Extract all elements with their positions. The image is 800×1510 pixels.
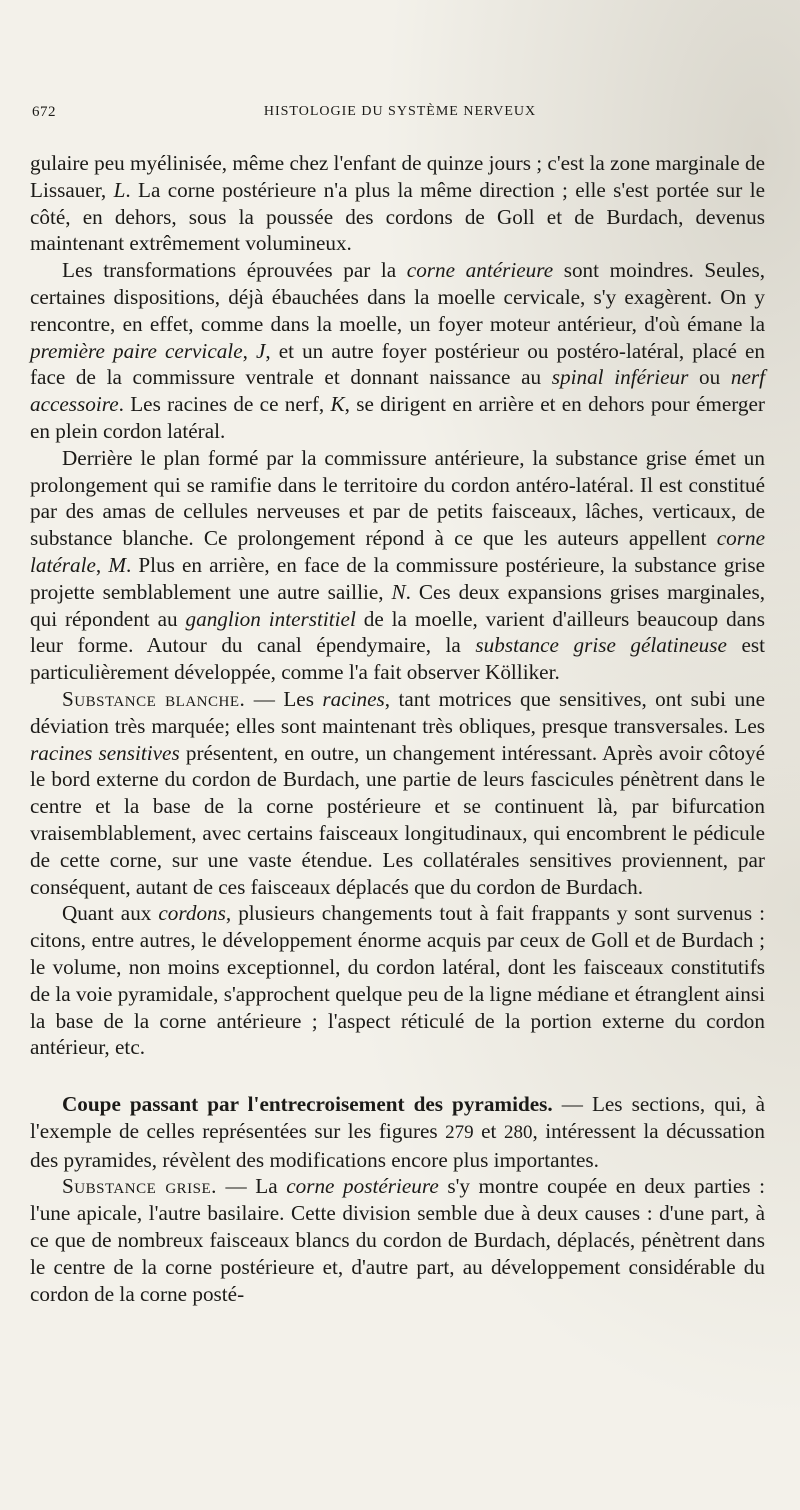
figure-reference: 279	[445, 1121, 474, 1143]
text-run: sont moindres. Seules, certaines dispositions, déjà ébauchées dans la moelle cervicale, s'y exagèrent. On y rencontre, en effet, comme dans la moelle, un foyer moteur antérieur, d'où émane la	[30, 258, 765, 336]
text-run: Les transformations éprouvées par la	[62, 258, 407, 283]
page-number: 672	[32, 104, 56, 120]
text-run: ou	[688, 365, 731, 390]
text-run: — La	[216, 1174, 287, 1199]
italic-term: corne latérale	[30, 526, 765, 577]
text-run: , intéressent la décussation des pyramides, révèlent des modifications encore plus importantes.	[30, 1118, 765, 1172]
paragraph-cordons	[30, 900, 765, 1061]
italic-term: spinal inférieur	[551, 365, 689, 390]
text-run: , se dirigent en arrière et en dehors pour émerger en plein cordon latéral.	[30, 392, 765, 443]
paragraph-lissauer	[30, 150, 765, 257]
label-letter: M	[108, 552, 126, 577]
italic-term: substance grise gélatineuse	[475, 633, 727, 658]
paragraph-substance-grise	[30, 1173, 765, 1307]
text-run: ,	[242, 338, 256, 363]
text-run: — Les sections, qui, à l'exemple de celles représentées sur les figures	[30, 1092, 765, 1143]
italic-term: cordons	[158, 901, 226, 926]
text-run: et	[473, 1118, 504, 1143]
text-run: présentent, en outre, un changement intéressant. Après avoir côtoyé le bord externe du cordon de Burdach, une partie de leurs fascicules pénètrent dans le centre et la base de la corne postérieure et se continuent là, par bifurcation vraisemblablement, avec certains faisceaux longitudinaux, qui encombrent le pédicule de cette corne, sur une vaste étendue. Les collatérales sensitives proviennent, par conséquent, autant de ces faisceaux déplacés que du cordon de Burdach.	[30, 740, 765, 899]
italic-term: corne postérieure	[286, 1174, 439, 1199]
section-heading: Coupe passant par l'entrecroisement des pyramides.	[62, 1092, 553, 1117]
paragraph-coupe-pyramides	[30, 1091, 765, 1173]
body-text	[30, 150, 765, 1307]
section-spacer	[30, 1061, 765, 1091]
text-run: . Plus en arrière, en face de la commissure postérieure, la substance grise projette semblablement une autre saillie,	[30, 552, 766, 604]
figure-reference: 280	[503, 1121, 533, 1143]
text-run: de la moelle, varient d'ailleurs beaucoup dans leur forme. Autour du canal épendymaire, la	[30, 606, 766, 658]
text-run: Quant aux	[62, 901, 159, 926]
running-title: HISTOLOGIE DU SYSTÈME NERVEUX	[263, 104, 537, 119]
text-run: s'y montre coupée en deux parties : l'une apicale, l'autre basilaire. Cette division semble due à deux causes : d'une part, à ce que de nombreux faisceaux blancs du cordon de Burdach, déplacés, pénètrent dans le centre de la corne postérieure et, d'autre part, au développement considérable du cordon de la corne posté-	[30, 1174, 765, 1306]
text-run: , tant motrices que sensitives, ont subi une déviation très marquée; elles sont maintenant très obliques, presque transversales. Les	[30, 686, 766, 738]
text-run: . Les racines de ce nerf,	[118, 392, 331, 417]
text-run: , plusieurs changements tout à fait frappants y sont survenus : citons, entre autres, le développement énorme acquis par ceux de Goll et de Burdach ; le volume, non moins exceptionnel, du cordon latéral, dont les faisceaux constitutifs de la voie pyramidale, s'approchent quelque peu de la ligne médiane et étranglent ainsi la base de la corne antérieure ; l'aspect réticulé de la portion externe du cordon antérieur, etc.	[30, 901, 765, 1060]
label-letter: J	[255, 338, 266, 363]
italic-term: nerf accessoire	[30, 365, 766, 417]
italic-term: corne antérieure	[406, 258, 554, 283]
paragraph-corne-laterale	[30, 445, 765, 686]
subsection-heading: Substance blanche.	[62, 686, 246, 711]
text-run: . Ces deux expansions grises marginales, qui répondent au	[30, 579, 766, 631]
label-letter: N	[391, 579, 406, 604]
italic-term: première paire cervicale	[30, 338, 243, 363]
text-run: est particulièrement développée, comme l'a fait observer Kölliker.	[30, 633, 766, 685]
subsection-heading: Substance grise.	[62, 1174, 217, 1199]
label-letter: L	[113, 177, 126, 202]
text-run: — Les	[245, 686, 323, 711]
label-letter: K	[330, 392, 345, 417]
italic-term: ganglion interstitiel	[185, 606, 356, 631]
italic-term: racines sensitives	[30, 740, 180, 765]
text-run: . La corne postérieure n'a plus la même direction ; elle s'est portée sur le côté, en dehors, sous la poussée des cordons de Goll et de Burdach, devenus maintenant extrêmement volumineux.	[30, 177, 765, 256]
paragraph-substance-blanche	[30, 686, 765, 900]
paragraph-corne-anterieure	[30, 257, 765, 445]
page-header	[30, 104, 770, 128]
text-run: ,	[95, 552, 109, 577]
text-run: gulaire peu myélinisée, même chez l'enfant de quinze jours ; c'est la zone marginale de Lissauer,	[30, 151, 765, 202]
text-run: Derrière le plan formé par la commissure antérieure, la substance grise émet un prolongement qui se ramifie dans le territoire du cordon antéro-latéral. Il est constitué par des amas de cellules nerveuses et par de petits faisceaux, lâches, verticaux, de substance blanche. Ce prolongement répond à ce que les auteurs appellent	[30, 445, 765, 551]
text-run: , et un autre foyer postérieur ou postéro-latéral, placé en face de la commissure ventrale et donnant naissance au	[30, 338, 765, 390]
italic-term: racines	[322, 686, 385, 711]
